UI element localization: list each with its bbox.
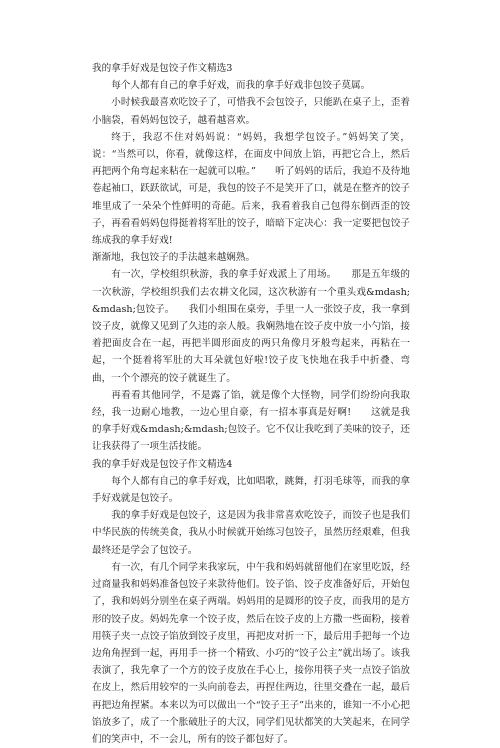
section-3 (92, 60, 410, 456)
paragraph: 再看看其他同学，不是露了馅，就是像个大怪物，同学们纷纷向我取经，我一边耐心地教，一边心里自豪，有一招本事真是好啊! 这就是我的拿手好戏&mdash;&mdash;包饺子。它不仅让我吃到了美味的饺子，还让我获得了一项生活技能。 (92, 389, 410, 453)
paragraph: 每个人都有自己的拿手好戏，比如唱歌，跳舞，打羽毛球等，而我的拿手好戏就是包饺子。 (92, 475, 410, 505)
paragraph: 有一次，学校组织秋游，我的拿手好戏派上了用场。 那是五年级的一次秋游，学校组织我们去农耕文化园，这次秋游有一个重头戏&mdash;&mdash;包饺子。 我们小组围在桌旁，手里一人一张饺子皮，我一拿到饺子皮，就像又见到了久违的亲人般。我娴熟地在饺子皮中放一小勺馅，接着把面皮合在一起，再把半圆形面皮的两只角像月牙般弯起来，再粘在一起，一个挺着将军肚的大耳朵就包好啦!饺子皮飞快地在我手中折叠、弯曲，一个个漂亮的饺子就诞生了。 (92, 269, 410, 384)
section-title: 我的拿手好戏是包饺子作文精选4 (92, 458, 233, 470)
section-title: 我的拿手好戏是包饺子作文精选3 (92, 63, 233, 74)
paragraph: 我的拿手好戏是包饺子，这是因为我非常喜欢吃饺子，而饺子也是我们中华民族的传统美食，我从小时候就开始练习包饺子，虽然历经艰难，但我最终还是学会了包饺子。 (92, 510, 410, 556)
paragraph: 小时候我最喜欢吃饺子了，可惜我不会包饺子，只能趴在桌子上，歪着小脑袋，看妈妈包饺子，越看越喜欢。 (92, 97, 410, 126)
article-body (92, 60, 410, 748)
paragraph: 有一次，有几个同学来我家玩，中午我和妈妈就留他们在家里吃饭，经过商量我和妈妈准备包饺子来款待他们。饺子馅、饺子皮准备好后，开始包了，我和妈妈分别坐在桌子两端。妈妈用的是圆形的饺子皮，而我用的是方形的饺子皮。妈妈先拿一个饺子皮，然后在饺子皮的上方撒一些面粉，接着用筷子夹一点饺子馅放到饺子皮里，再把皮对折一下，最后用手把每一个边边角角捏到一起，再用手一挤一个精致、小巧的“饺子公主”就出场了。该我表演了，我先拿了一个方的饺子皮放在手心上，接你用筷子夹一点饺子馅放在皮上，然后用较窄的一头向前卷去，再捏住两边，往里交叠在一起，最后再把边角捏紧。本来以为可以做出一个“饺子王子”出来的，谁知一不小心把馅放多了，成了一个胀破肚子的大汉，同学们见状都笑的大笑起来，在同学们的笑声中，不一会儿，所有的饺子都包好了。 (92, 561, 410, 745)
section-4 (92, 456, 410, 748)
paragraph: 每个人都有自己的拿手好戏，而我的拿手好戏非包饺子莫属。 (111, 80, 371, 92)
paragraph: 渐渐地，我包饺子的手法越来越娴熟。 (92, 252, 256, 264)
paragraph: 终于，我忍不住对妈妈说：“妈妈，我想学包饺子。”妈妈笑了笑，说：“当然可以，你看，就像这样，在面皮中间放上馅，再把它合上，然后再把两个角弯起来粘在一起就可以啦。” 听了妈妈的话后，我迫不及待地卷起袖口，跃跃欲试，可是，我包的饺子不是笑开了口，就是在整齐的饺子堆里成了一朵朵个性鲜明的奇葩。后来，我看着我自己包得东倒西歪的饺子，再看看妈妈包得挺着将军肚的饺子，暗暗下定决心：我一定要把包饺子练成我的拿手好戏! (92, 131, 410, 247)
